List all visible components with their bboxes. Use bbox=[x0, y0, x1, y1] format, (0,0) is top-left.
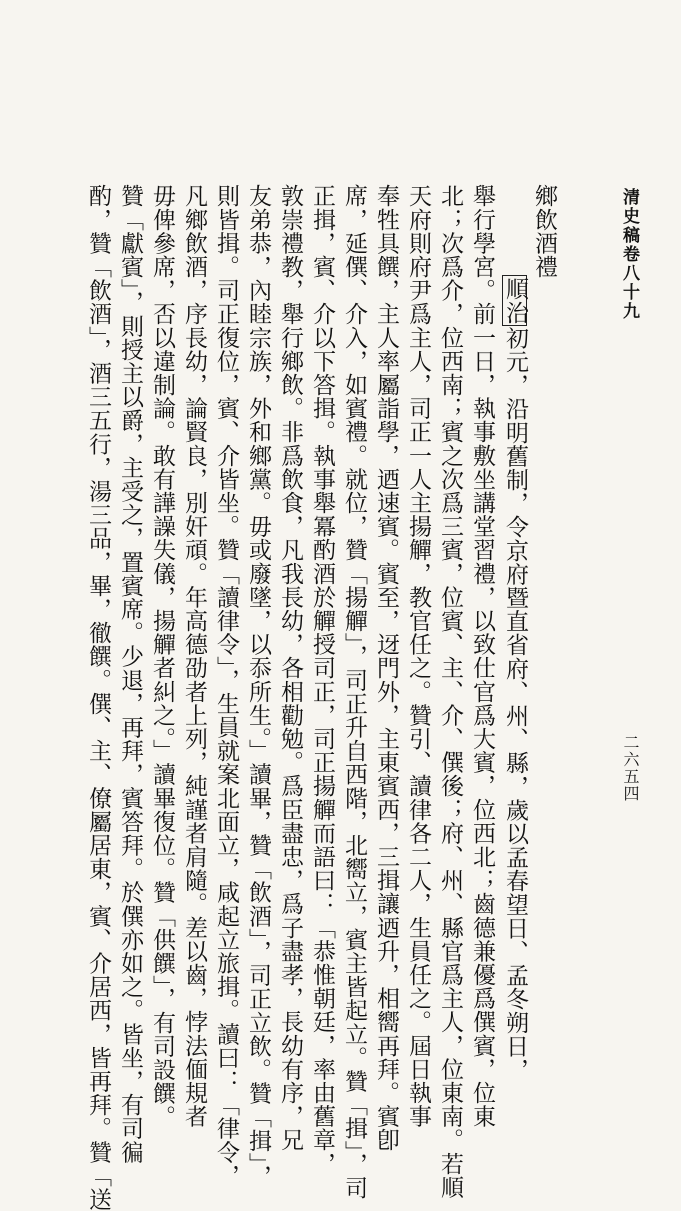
text-column-11: 凡鄉飲酒，序長幼，論賢良，別奸頑。年高德劭者上列，純謹者肩隨。差以齒，悖法偭規者 bbox=[181, 184, 207, 1128]
section-title: 鄉飲酒禮 bbox=[531, 184, 557, 279]
running-title: 清史稿卷八十九 bbox=[619, 188, 639, 321]
text-column-9: 友弟恭，內睦宗族，外和鄉黨。毋或廢墜，以忝所生。」讀畢，贊「飲酒」，司正立飲。贊「揖」， bbox=[245, 184, 271, 1188]
text-column-8: 敦崇禮教，舉行鄉飲。非爲飲食，凡我長幼，各相勸勉。爲臣盡忠，爲子盡孝，長幼有序，兄 bbox=[277, 184, 303, 1152]
text-column-2: 舉行學宮。前一日，執事敷坐講堂習禮，以致仕官爲大賓，位西北；齒德兼優爲僎賓，位東 bbox=[469, 184, 495, 1128]
page-number: 二六五四 bbox=[621, 734, 640, 802]
text-column-3: 北；次爲介，位西南；賓之次爲三賓，位賓、主、介、僎後；府、州、縣官爲主人，位東南。若順 bbox=[437, 184, 463, 1199]
text-column-14: 酌，贊「飲酒」，酒三五行，湯三品，畢，徹饌。僎、主、僚屬居東，賓、介居西，皆再拜。贊「送 bbox=[85, 184, 111, 1211]
text-column-13: 贊「獻賓」，則授主以爵，主受之，置賓席。少退，再拜，賓答拜。於僎亦如之。皆坐，有司徧 bbox=[117, 184, 143, 1164]
text-column-5: 奉牲具饌，主人率屬詣學，迺速賓。賓至，迓門外，主東賓西，三揖讓迺升，相嚮再拜。賓卽 bbox=[373, 184, 399, 1152]
reign-era: 順治 bbox=[502, 277, 528, 325]
text-column-6: 席，延僎、介入，如賓禮。就位，贊「揚觶」，司正升自西階，北嚮立，賓主皆起立。贊「揖」，司 bbox=[341, 184, 367, 1200]
text-column-7: 正揖，賓、介以下答揖。執事舉冪酌酒於觶授司正，司正揚觶而語曰：「恭惟朝廷，率由舊章， bbox=[309, 184, 335, 1176]
text-column-1 bbox=[502, 275, 527, 1081]
text-column-12: 毋俾參席，否以違制論。敢有譁譟失儀，揚觶者糾之。」讀畢復位。贊「供饌」，有司設饌。 bbox=[149, 184, 175, 1129]
text-column-1-rest: 初元，沿明舊制，令京府暨直省府、州、縣，歲以孟春望日、孟冬朔日， bbox=[502, 326, 528, 1082]
text-column-10: 則皆揖。司正復位，賓、介皆坐。贊「讀律令」，生員就案北面立，咸起立旅揖。讀曰：「律令， bbox=[213, 184, 239, 1188]
text-column-4: 天府則府尹爲主人，司正一人主揚觶，教官任之。贊引、讀律各二人，生員任之。屆日執事 bbox=[405, 184, 431, 1128]
